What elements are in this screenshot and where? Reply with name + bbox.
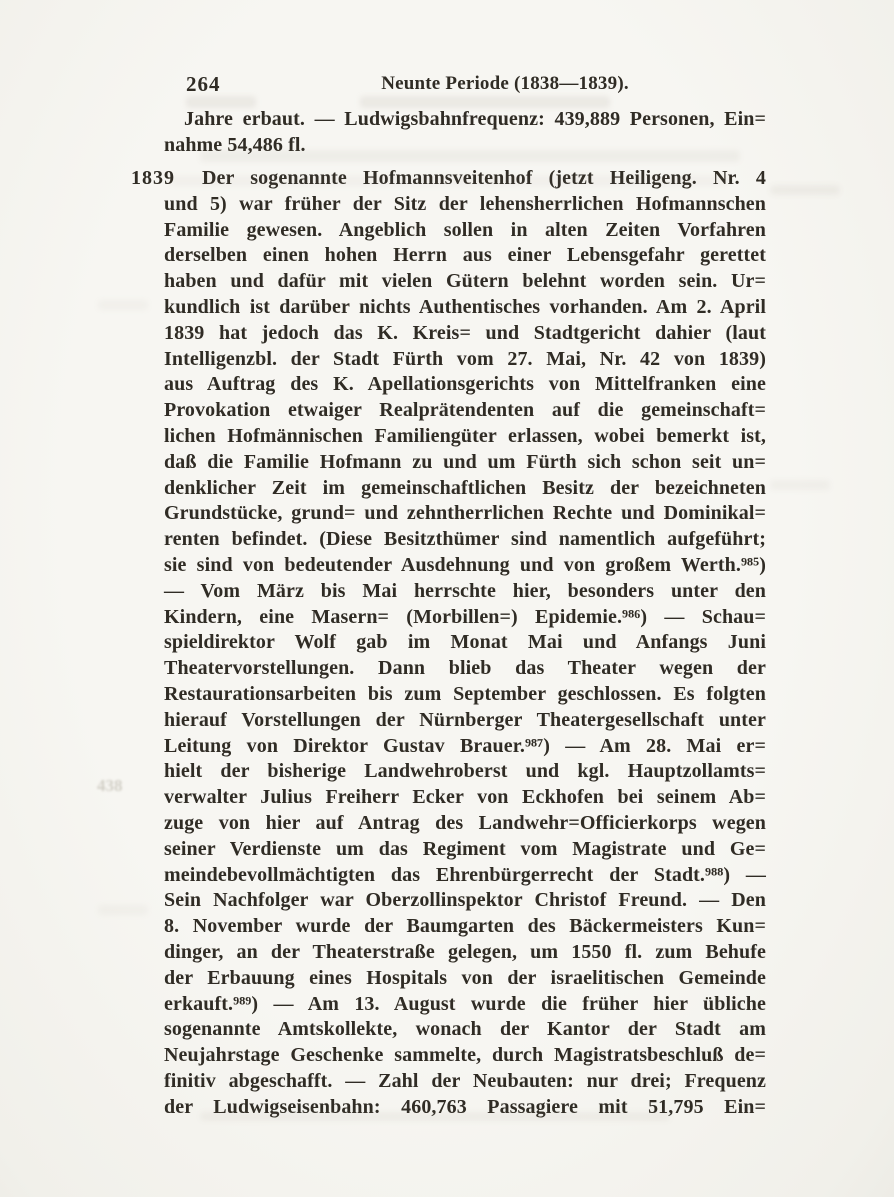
text-line: Leitung von Direktor Gustav Brauer.⁹⁸⁷) — Am 28. Mai er= — [164, 734, 766, 757]
text-line: derselben einen hohen Herrn aus einer Lebensgefahr gerettet — [164, 244, 766, 267]
bleedthrough-smudge — [98, 905, 148, 915]
bleedthrough-page-number: 438 — [97, 776, 123, 795]
text-line: Jahre erbaut. — Ludwigsbahnfrequenz: 439,889 Personen, Ein= — [184, 108, 766, 130]
text-line: sie sind von bedeutender Ausdehnung und von großem Werth.⁹⁸⁵) — [164, 553, 766, 576]
text-line: aus Auftrag des K. Apellationsgerichts von Mittelfranken eine — [164, 373, 766, 396]
text-line: Kindern, eine Masern= (Morbillen=) Epidemie.⁹⁸⁶) — Schau= — [164, 605, 766, 628]
bleedthrough-smudge — [98, 300, 148, 310]
text-line: Familie gewesen. Angeblich sollen in alten Zeiten Vorfahren — [164, 218, 766, 241]
bleedthrough-smudge — [770, 185, 840, 195]
text-line: Grundstücke, grund= und zehntherrlichen Rechte und Dominikal= — [164, 502, 766, 525]
margin-year-label: 1839 — [131, 167, 175, 189]
bleedthrough-smudge — [770, 480, 830, 490]
text-line: denklicher Zeit im gemeinschaftlichen Besitz der bezeichneten — [164, 476, 766, 499]
page-number: 264 — [186, 72, 221, 96]
text-line: hielt der bisherige Landwehroberst und kgl. Hauptzollamts= — [164, 760, 766, 783]
text-line: Theatervorstellungen. Dann blieb das Theater wegen der — [164, 657, 766, 680]
text-line: Intelligenzbl. der Stadt Fürth vom 27. Mai, Nr. 42 von 1839) — [164, 347, 766, 370]
text-line: haben und dafür mit vielen Gütern belehnt worden sein. Ur= — [164, 270, 766, 293]
text-line: Restaurationsarbeiten bis zum September geschlossen. Es folgten — [164, 682, 766, 705]
text-line: sogenannte Amtskollekte, wonach der Kantor der Stadt am — [164, 1018, 766, 1041]
text-line: nahme 54,486 fl. — [164, 133, 306, 156]
text-line: Provokation etwaiger Realprätendenten auf die gemeinschaft= — [164, 399, 766, 422]
text-line: renten befindet. (Diese Besitzthümer sind namentlich aufgeführt; — [164, 528, 766, 551]
text-line: lichen Hofmännischen Familiengüter erlassen, wobei bemerkt ist, — [164, 424, 766, 447]
text-line: der Ludwigseisenbahn: 460,763 Passagiere mit 51,795 Ein= — [164, 1095, 766, 1118]
text-line: der Erbauung eines Hospitals von der israelitischen Gemeinde — [164, 966, 766, 989]
text-line: Sein Nachfolger war Oberzollinspektor Christof Freund. — Den — [164, 889, 766, 912]
text-line: finitiv abgeschafft. — Zahl der Neubauten: nur drei; Frequenz — [164, 1069, 766, 1092]
running-head — [164, 72, 766, 100]
text-line: kundlich ist darüber nichts Authentisches vorhanden. Am 2. April — [164, 295, 766, 318]
text-line: verwalter Julius Freiherr Ecker von Eckhofen bei seinem Ab= — [164, 786, 766, 809]
paragraph-continuation — [164, 107, 766, 159]
text-line: Der sogenannte Hofmannsveitenhof (jetzt Heiligeng. Nr. 4 — [202, 167, 766, 189]
text-line: 1839 hat jedoch das K. Kreis= und Stadtgericht dahier (laut — [164, 321, 766, 344]
text-line: spieldirektor Wolf gab im Monat Mai und Anfangs Juni — [164, 631, 766, 654]
text-line: seiner Verdienste um das Regiment vom Magistrate und Ge= — [164, 837, 766, 860]
text-line: — Vom März bis Mai herrschte hier, besonders unter den — [164, 579, 766, 602]
text-line: dinger, an der Theaterstraße gelegen, um 1550 fl. zum Behufe — [164, 940, 766, 963]
text-line: zuge von hier auf Antrag des Landwehr=Officierkorps wegen — [164, 811, 766, 834]
text-line: Neujahrstage Geschenke sammelte, durch Magistratsbeschluß de= — [164, 1044, 766, 1067]
text-line: 8. November wurde der Baumgarten des Bäckermeisters Kun= — [164, 915, 766, 938]
text-line: und 5) war früher der Sitz der lehensherrlichen Hofmannschen — [164, 192, 766, 215]
text-line: hierauf Vorstellungen der Nürnberger Theatergesellschaft unter — [164, 708, 766, 731]
text-line: meindebevollmächtigten das Ehrenbürgerrecht der Stadt.⁹⁸⁸) — — [164, 863, 766, 886]
running-title: Neunte Periode (1838—1839). — [381, 73, 629, 94]
paragraph-1839-entry — [164, 166, 766, 1120]
text-line: daß die Familie Hofmann zu und um Fürth sich schon seit un= — [164, 450, 766, 473]
text-line: erkauft.⁹⁸⁹) — Am 13. August wurde die früher hier übliche — [164, 992, 766, 1015]
